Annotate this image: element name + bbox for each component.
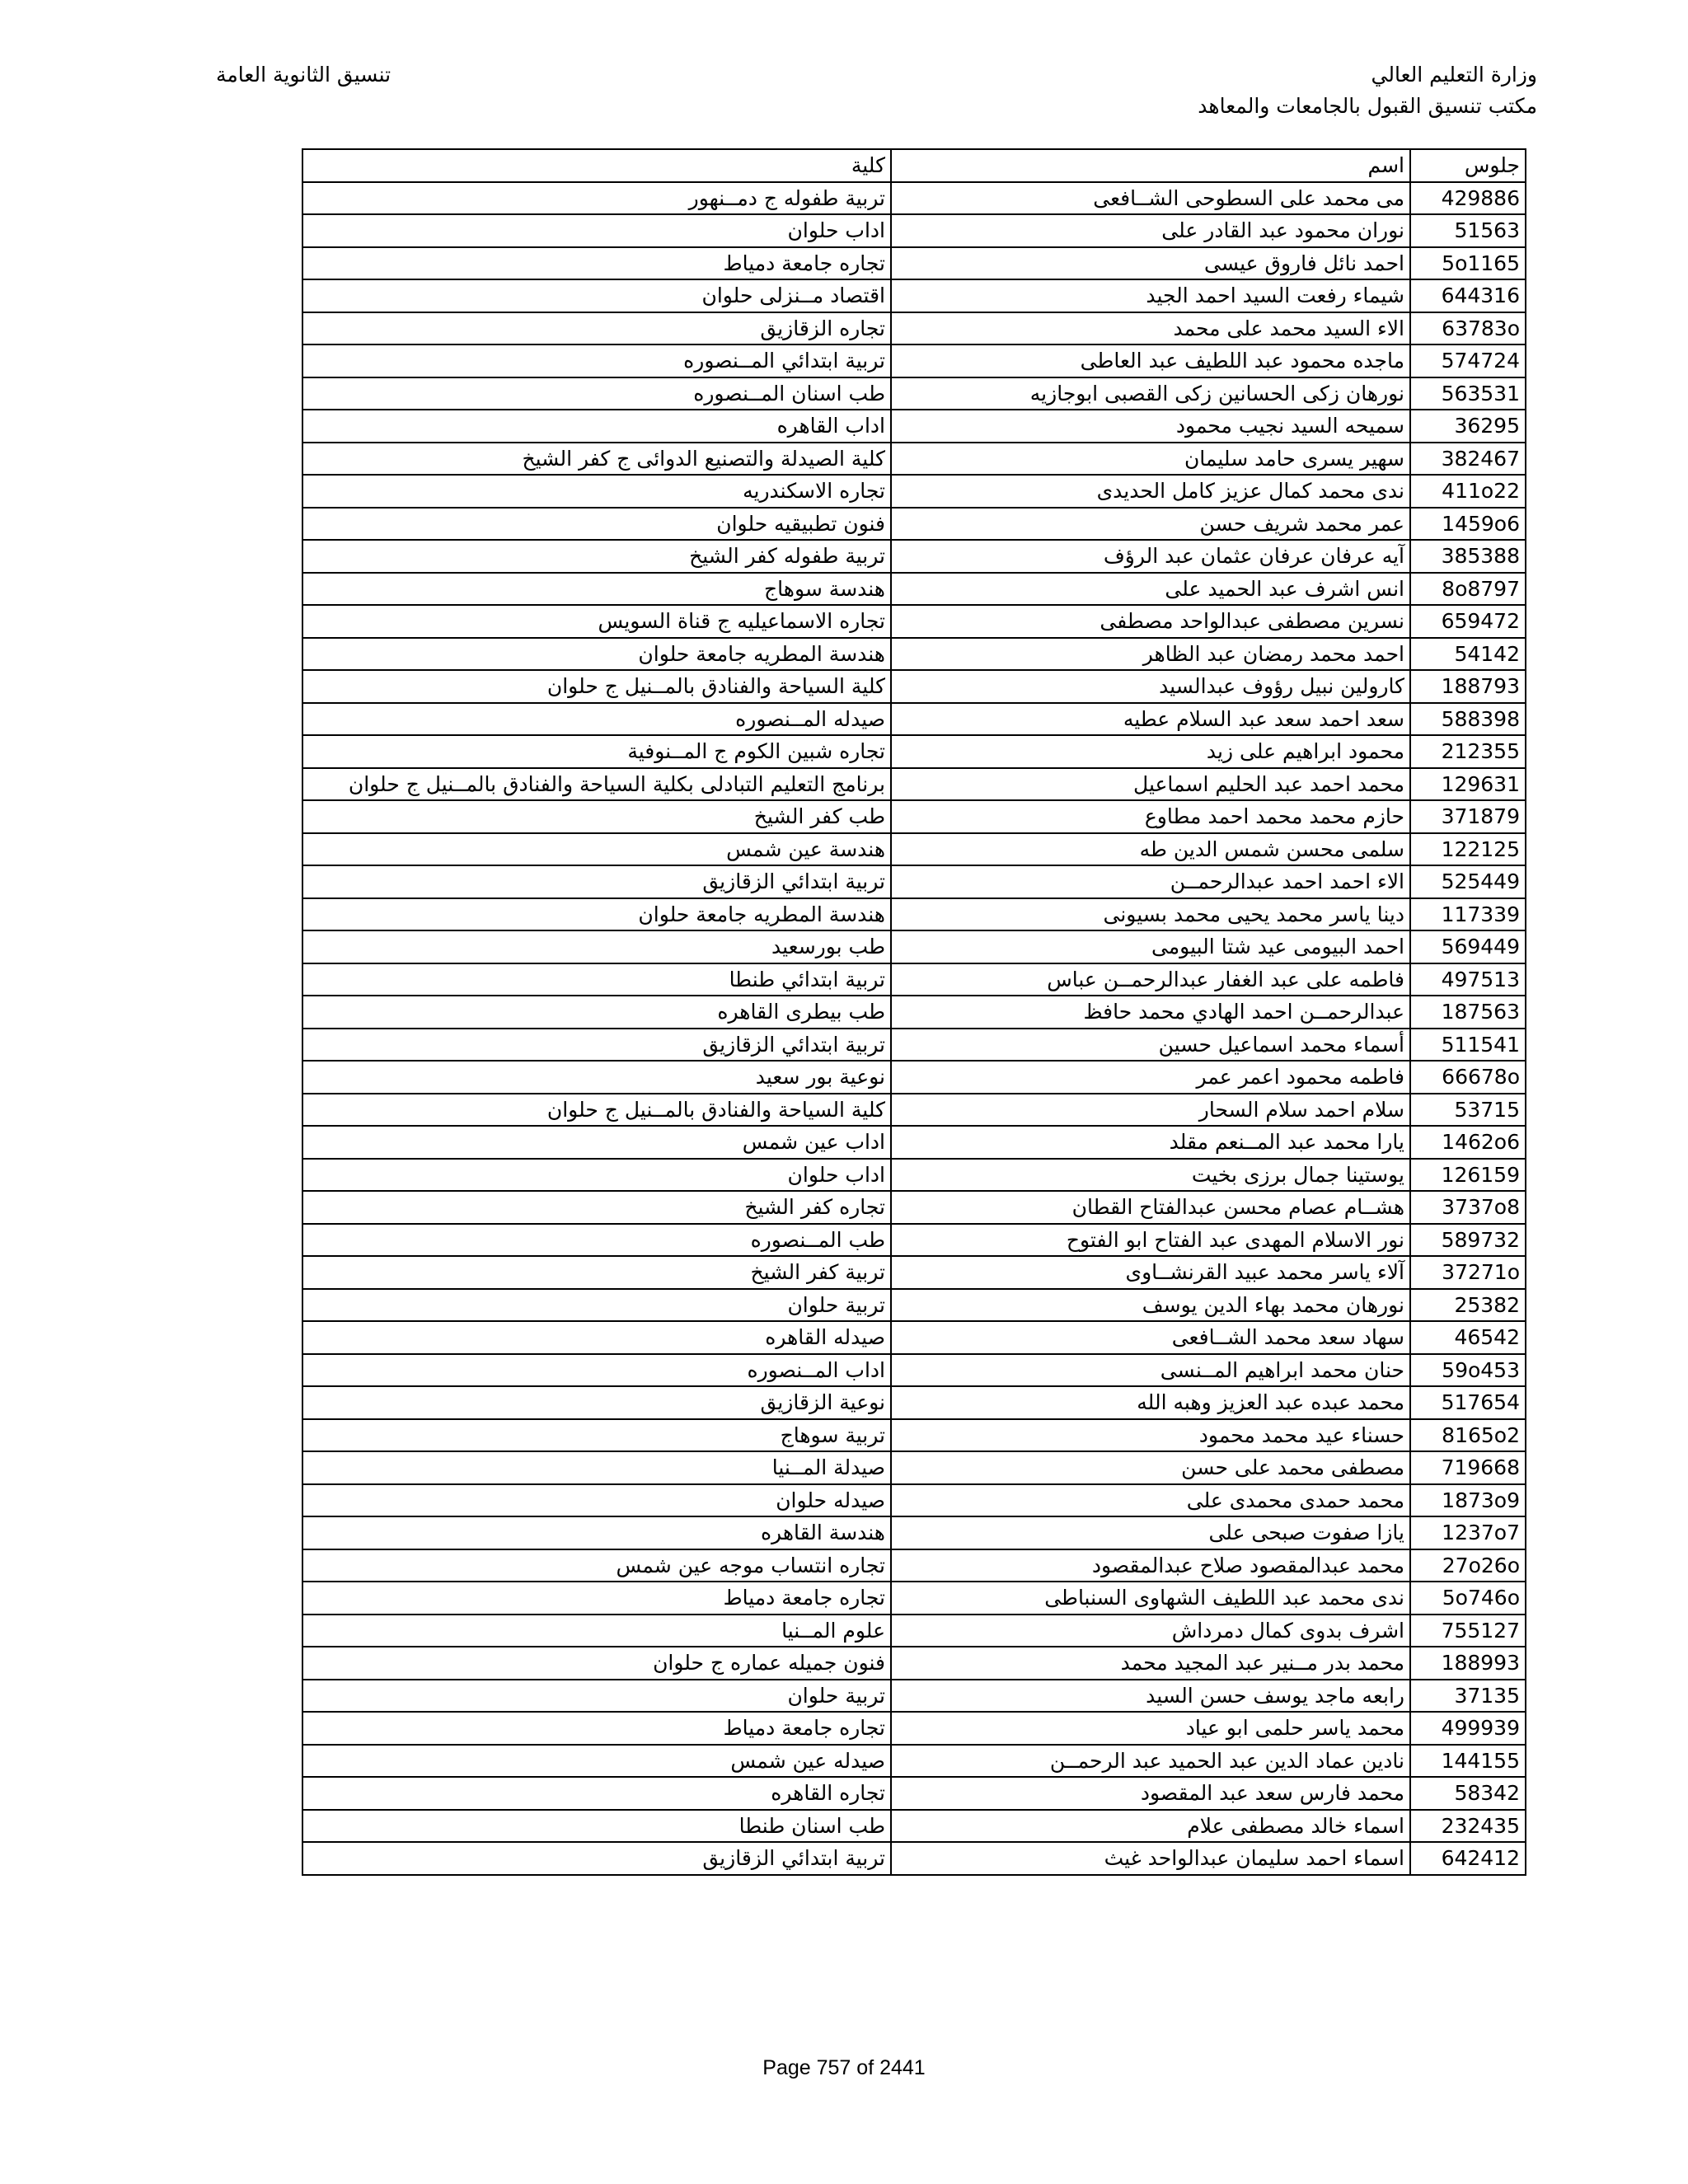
seat-cell: 371879 (1410, 800, 1526, 833)
name-cell: اسماء احمد سليمان عبدالواحد غيث (891, 1842, 1410, 1875)
table-row (302, 1289, 1526, 1322)
seat-cell: 1237o7 (1410, 1516, 1526, 1549)
name-cell: كارولين نبيل رؤوف عبدالسيد (891, 670, 1410, 703)
name-cell: نادين عماد الدين عبد الحميد عبد الرحمــن (891, 1745, 1410, 1778)
table-row (302, 1842, 1526, 1875)
faculty-cell: تربية ابتدائي الزقازيق (302, 1029, 891, 1062)
faculty-cell: تربية طفوله كفر الشيخ (302, 540, 891, 573)
table-row (302, 1810, 1526, 1843)
faculty-cell: هندسة القاهره (302, 1516, 891, 1549)
faculty-cell: هندسة سوهاج (302, 573, 891, 606)
seat-cell: 37135 (1410, 1680, 1526, 1713)
faculty-cell: اقتصاد مــنزلى حلوان (302, 279, 891, 312)
faculty-cell: تربية ابتدائي المــنصوره (302, 344, 891, 377)
table-row (302, 1224, 1526, 1257)
table-row (302, 540, 1526, 573)
name-cell: سميحه السيد نجيب محمود (891, 410, 1410, 443)
name-cell: اشرف بدوى كمال دمرداش (891, 1615, 1410, 1647)
table-row (302, 344, 1526, 377)
name-cell: محمد ياسر حلمى ابو عياد (891, 1712, 1410, 1745)
name-cell: آلاء ياسر محمد عبيد القرنشــاوى (891, 1256, 1410, 1289)
seat-cell: 755127 (1410, 1615, 1526, 1647)
faculty-cell: تجاره الزقازيق (302, 312, 891, 345)
name-cell: حسناء عيد محمد محمود (891, 1419, 1410, 1452)
faculty-cell: صيدله عين شمس (302, 1745, 891, 1778)
seat-cell: 187563 (1410, 996, 1526, 1029)
name-cell: ماجده محمود عبد اللطيف عبد العاطى (891, 344, 1410, 377)
table-row (302, 1321, 1526, 1354)
table-row (302, 1256, 1526, 1289)
name-cell: مى محمد على السطوحى الشــافعى (891, 182, 1410, 215)
table-row (302, 605, 1526, 638)
table-row (302, 1386, 1526, 1419)
name-cell: فاطمه محمود اعمر عمر (891, 1061, 1410, 1094)
seat-cell: 497513 (1410, 963, 1526, 996)
name-cell: فاطمه على عبد الغفار عبدالرحمــن عباس (891, 963, 1410, 996)
office-title: مكتب تنسيق القبول بالجامعات والمعاهد (1198, 94, 1537, 118)
page-number: Page 757 of 2441 (762, 2056, 926, 2079)
name-cell: يارا محمد عبد المــنعم مقلد (891, 1126, 1410, 1159)
seat-cell: 37271o (1410, 1256, 1526, 1289)
faculty-cell: كلية السياحة والفنادق بالمــنيل ج حلوان (302, 1094, 891, 1127)
name-cell: دينا ياسر محمد يحيى محمد بسيونى (891, 898, 1410, 931)
faculty-cell: صيدلة المــنيا (302, 1451, 891, 1484)
faculty-cell: تربية سوهاج (302, 1419, 891, 1452)
table-row (302, 800, 1526, 833)
seat-cell: 51563 (1410, 214, 1526, 247)
faculty-cell: كلية الصيدلة والتصنيع الدوائى ج كفر الشيخ (302, 443, 891, 476)
faculty-column-header: كلية (302, 149, 891, 182)
faculty-cell: طب اسنان طنطا (302, 1810, 891, 1843)
table-row (302, 865, 1526, 898)
faculty-cell: برنامج التعليم التبادلى بكلية السياحة والفنادق بالمــنيل ج حلوان (302, 768, 891, 801)
name-cell: محمد عبده عبد العزيز وهبه الله (891, 1386, 1410, 1419)
name-cell: سهاد سعد محمد الشــافعى (891, 1321, 1410, 1354)
name-cell: الاء السيد محمد على محمد (891, 312, 1410, 345)
seat-cell: 53715 (1410, 1094, 1526, 1127)
seat-cell: 659472 (1410, 605, 1526, 638)
seat-cell: 66678o (1410, 1061, 1526, 1094)
faculty-cell: هندسة عين شمس (302, 833, 891, 866)
table-row (302, 1354, 1526, 1387)
table-row (302, 1419, 1526, 1452)
header-ministry-block (1198, 59, 1537, 122)
name-cell: آيه عرفان عرفان عثمان عبد الرؤف (891, 540, 1410, 573)
seat-cell: 589732 (1410, 1224, 1526, 1257)
table-row (302, 182, 1526, 215)
seat-cell: 8o8797 (1410, 573, 1526, 606)
name-cell: شيماء رفعت السيد احمد الجيد (891, 279, 1410, 312)
seat-cell: 59o453 (1410, 1354, 1526, 1387)
table-row (302, 898, 1526, 931)
name-cell: محمد عبدالمقصود صلاح عبدالمقصود (891, 1549, 1410, 1582)
seat-cell: 411o22 (1410, 475, 1526, 508)
name-cell: يوستينا جمال برزى بخيت (891, 1159, 1410, 1192)
faculty-cell: تجاره جامعة دمياط (302, 1582, 891, 1615)
seat-cell: 499939 (1410, 1712, 1526, 1745)
name-cell: هشــام عصام محسن عبدالفتاح القطان (891, 1191, 1410, 1224)
faculty-cell: علوم المــنيا (302, 1615, 891, 1647)
ministry-title: وزارة التعليم العالي (1371, 63, 1537, 87)
seat-cell: 563531 (1410, 377, 1526, 410)
seat-cell: 54142 (1410, 638, 1526, 671)
table-row (302, 410, 1526, 443)
faculty-cell: كلية السياحة والفنادق بالمــنيل ج حلوان (302, 670, 891, 703)
faculty-cell: نوعية بور سعيد (302, 1061, 891, 1094)
table-row (302, 1680, 1526, 1713)
faculty-cell: اداب حلوان (302, 214, 891, 247)
faculty-cell: اداب القاهره (302, 410, 891, 443)
seat-cell: 642412 (1410, 1842, 1526, 1875)
faculty-cell: صيدله القاهره (302, 1321, 891, 1354)
faculty-cell: تربية ابتدائي الزقازيق (302, 865, 891, 898)
table-row (302, 1126, 1526, 1159)
table-row (302, 279, 1526, 312)
name-cell: سهير يسرى حامد سليمان (891, 443, 1410, 476)
name-cell: حازم محمد محمد احمد مطاوع (891, 800, 1410, 833)
name-cell: نورهان محمد بهاء الدين يوسف (891, 1289, 1410, 1322)
table-row (302, 1712, 1526, 1745)
seat-cell: 1459o6 (1410, 508, 1526, 541)
table-row (302, 930, 1526, 963)
table-row (302, 996, 1526, 1029)
seat-cell: 212355 (1410, 735, 1526, 768)
name-cell: نورهان زكى الحسانين زكى القصبى ابوجازيه (891, 377, 1410, 410)
faculty-cell: تربية حلوان (302, 1680, 891, 1713)
faculty-cell: اداب حلوان (302, 1159, 891, 1192)
seat-cell: 525449 (1410, 865, 1526, 898)
seat-cell: 63783o (1410, 312, 1526, 345)
name-column-header: اسم (891, 149, 1410, 182)
table-row (302, 833, 1526, 866)
seat-cell: 36295 (1410, 410, 1526, 443)
table-row (302, 963, 1526, 996)
name-cell: سعد احمد سعد عبد السلام عطيه (891, 703, 1410, 736)
table-row (302, 573, 1526, 606)
table-row (302, 1745, 1526, 1778)
table-row (302, 475, 1526, 508)
table-row (302, 1061, 1526, 1094)
seat-cell: 517654 (1410, 1386, 1526, 1419)
seat-cell: 5o746o (1410, 1582, 1526, 1615)
seat-cell: 1462o6 (1410, 1126, 1526, 1159)
name-cell: الاء احمد احمد عبدالرحمــن (891, 865, 1410, 898)
seat-cell: 117339 (1410, 898, 1526, 931)
table-row (302, 1777, 1526, 1810)
seat-cell: 5o1165 (1410, 247, 1526, 280)
table-row (302, 1647, 1526, 1680)
seat-cell: 25382 (1410, 1289, 1526, 1322)
name-cell: نوران محمود عبد القادر على (891, 214, 1410, 247)
name-cell: محمد حمدى محمدى على (891, 1484, 1410, 1517)
seat-cell: 188993 (1410, 1647, 1526, 1680)
seat-cell: 511541 (1410, 1029, 1526, 1062)
faculty-cell: فنون تطبيقيه حلوان (302, 508, 891, 541)
seat-cell: 569449 (1410, 930, 1526, 963)
faculty-cell: تجاره شبين الكوم ج المــنوفية (302, 735, 891, 768)
seat-cell: 46542 (1410, 1321, 1526, 1354)
faculty-cell: تجاره القاهره (302, 1777, 891, 1810)
faculty-cell: تربية حلوان (302, 1289, 891, 1322)
table-row (302, 508, 1526, 541)
seat-cell: 8165o2 (1410, 1419, 1526, 1452)
seat-column-header: جلوس (1410, 149, 1526, 182)
faculty-cell: تربية ابتدائي الزقازيق (302, 1842, 891, 1875)
seat-cell: 574724 (1410, 344, 1526, 377)
seat-cell: 232435 (1410, 1810, 1526, 1843)
faculty-cell: هندسة المطريه جامعة حلوان (302, 638, 891, 671)
name-cell: ندى محمد عبد اللطيف الشهاوى السنباطى (891, 1582, 1410, 1615)
faculty-cell: تجاره الاسكندريه (302, 475, 891, 508)
table-row (302, 312, 1526, 345)
table-row (302, 703, 1526, 736)
name-cell: ندى محمد كمال عزيز كامل الحديدى (891, 475, 1410, 508)
seat-cell: 588398 (1410, 703, 1526, 736)
faculty-cell: طب اسنان المــنصوره (302, 377, 891, 410)
seat-cell: 122125 (1410, 833, 1526, 866)
table-row (302, 768, 1526, 801)
table-row (302, 247, 1526, 280)
table-row (302, 670, 1526, 703)
table-row (302, 1094, 1526, 1127)
table-row (302, 214, 1526, 247)
faculty-cell: طب كفر الشيخ (302, 800, 891, 833)
faculty-cell: صيدله حلوان (302, 1484, 891, 1517)
name-cell: نور الاسلام المهدى عبد الفتاح ابو الفتوح (891, 1224, 1410, 1257)
seat-cell: 27o26o (1410, 1549, 1526, 1582)
table-row (302, 1615, 1526, 1647)
table-row (302, 1451, 1526, 1484)
seat-cell: 1873o9 (1410, 1484, 1526, 1517)
seat-cell: 644316 (1410, 279, 1526, 312)
name-cell: احمد نائل فاروق عيسى (891, 247, 1410, 280)
name-cell: نسرين مصطفى عبدالواحد مصطفى (891, 605, 1410, 638)
seat-cell: 144155 (1410, 1745, 1526, 1778)
name-cell: عبدالرحمــن احمد الهادي محمد حافظ (891, 996, 1410, 1029)
seat-cell: 382467 (1410, 443, 1526, 476)
faculty-cell: طب المــنصوره (302, 1224, 891, 1257)
faculty-cell: تجاره الاسماعيليه ج قناة السويس (302, 605, 891, 638)
table-row (302, 638, 1526, 671)
faculty-cell: تربية طفوله ج دمــنهور (302, 182, 891, 215)
name-cell: محمد احمد عبد الحليم اسماعيل (891, 768, 1410, 801)
table-row (302, 1582, 1526, 1615)
faculty-cell: تجاره جامعة دمياط (302, 247, 891, 280)
seat-cell: 58342 (1410, 1777, 1526, 1810)
table-row (302, 1516, 1526, 1549)
faculty-cell: تربية كفر الشيخ (302, 1256, 891, 1289)
seat-cell: 385388 (1410, 540, 1526, 573)
faculty-cell: فنون جميله عماره ج حلوان (302, 1647, 891, 1680)
table-header-row (302, 149, 1526, 182)
faculty-cell: هندسة المطريه جامعة حلوان (302, 898, 891, 931)
name-cell: محمود ابراهيم على زيد (891, 735, 1410, 768)
faculty-cell: تجاره انتساب موجه عين شمس (302, 1549, 891, 1582)
seat-cell: 719668 (1410, 1451, 1526, 1484)
admissions-table (302, 148, 1526, 1876)
table-body (302, 182, 1526, 1875)
faculty-cell: اداب عين شمس (302, 1126, 891, 1159)
faculty-cell: صيدله المــنصوره (302, 703, 891, 736)
name-cell: رابعه ماجد يوسف حسن السيد (891, 1680, 1410, 1713)
faculty-cell: تربية ابتدائي طنطا (302, 963, 891, 996)
table-row (302, 443, 1526, 476)
faculty-cell: نوعية الزقازيق (302, 1386, 891, 1419)
table-row (302, 1191, 1526, 1224)
name-cell: سلمى محسن شمس الدين طه (891, 833, 1410, 866)
name-cell: محمد فارس سعد عبد المقصود (891, 1777, 1410, 1810)
seat-cell: 188793 (1410, 670, 1526, 703)
faculty-cell: اداب المــنصوره (302, 1354, 891, 1387)
seat-cell: 3737o8 (1410, 1191, 1526, 1224)
faculty-cell: طب بيطرى القاهره (302, 996, 891, 1029)
seat-cell: 429886 (1410, 182, 1526, 215)
table-row (302, 1029, 1526, 1062)
name-cell: مصطفى محمد على حسن (891, 1451, 1410, 1484)
name-cell: محمد بدر مــنير عبد المجيد محمد (891, 1647, 1410, 1680)
name-cell: انس اشرف عبد الحميد على (891, 573, 1410, 606)
table-row (302, 1549, 1526, 1582)
table-row (302, 1159, 1526, 1192)
name-cell: أسماء محمد اسماعيل حسين (891, 1029, 1410, 1062)
name-cell: اسماء خالد مصطفى علام (891, 1810, 1410, 1843)
table-row (302, 1484, 1526, 1517)
name-cell: احمد البيومى عيد شتا البيومى (891, 930, 1410, 963)
seat-cell: 126159 (1410, 1159, 1526, 1192)
name-cell: يازا صفوت صبحى على (891, 1516, 1410, 1549)
faculty-cell: طب بورسعيد (302, 930, 891, 963)
table-row (302, 735, 1526, 768)
coordination-title: تنسيق الثانوية العامة (216, 63, 392, 87)
name-cell: سلام احمد سلام السحار (891, 1094, 1410, 1127)
name-cell: عمر محمد شريف حسن (891, 508, 1410, 541)
faculty-cell: تجاره جامعة دمياط (302, 1712, 891, 1745)
faculty-cell: تجاره كفر الشيخ (302, 1191, 891, 1224)
table-row (302, 377, 1526, 410)
seat-cell: 129631 (1410, 768, 1526, 801)
name-cell: حنان محمد ابراهيم المــنسى (891, 1354, 1410, 1387)
name-cell: احمد محمد رمضان عبد الظاهر (891, 638, 1410, 671)
